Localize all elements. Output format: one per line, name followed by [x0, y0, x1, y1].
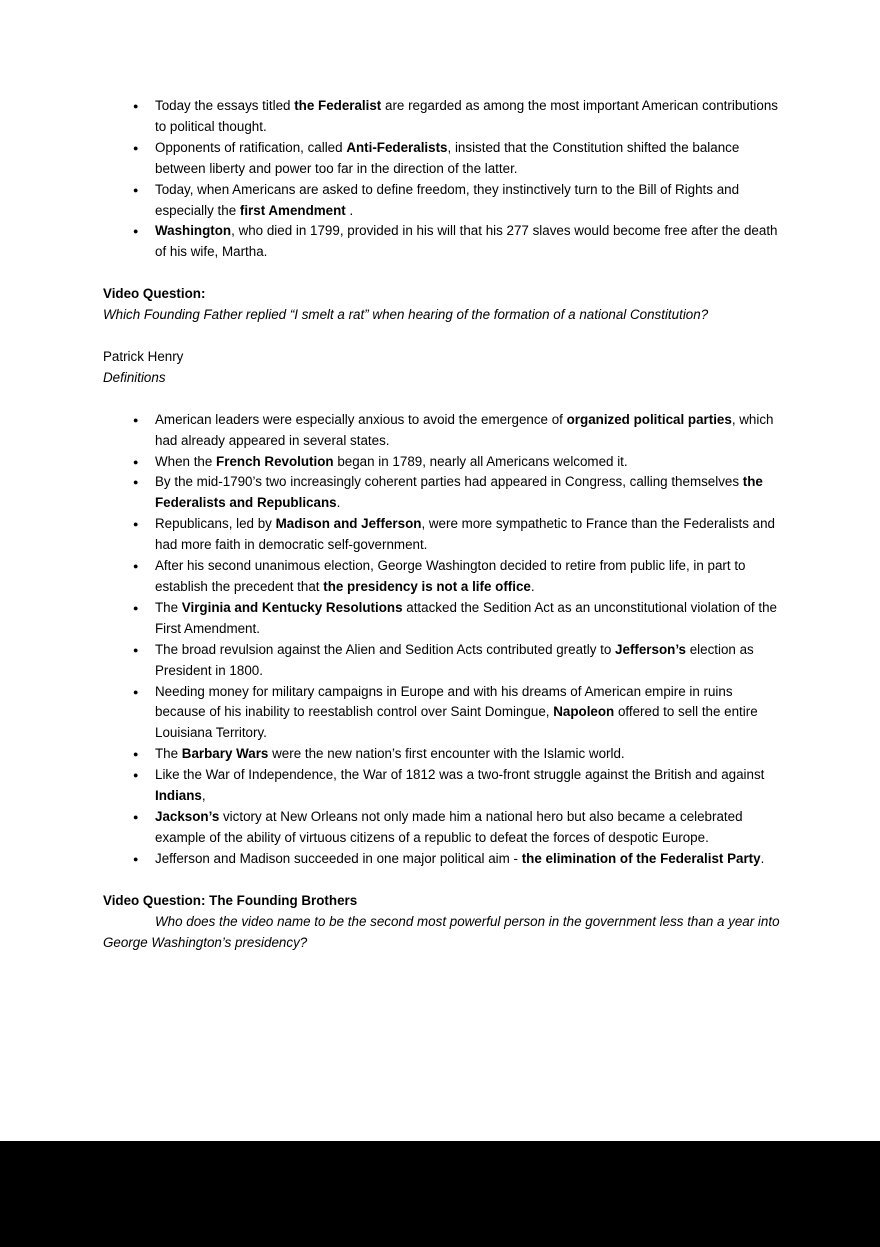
video-question-one-answer: Patrick Henry — [103, 348, 184, 364]
definitions-spacer — [103, 389, 783, 410]
emphasis-text: first Amendment — [239, 202, 346, 218]
body-text: victory at New Orleans not only made him a national hero but also became a celebrated example of the ability of virtuous citizens of a republic to defeat the forces of despotic Europe. — [155, 808, 743, 845]
body-text: attacked the Sedition Act as an unconstitutional violation of the First Amendment. — [155, 599, 777, 636]
body-text: , who died in 1799, provided in his will that his 277 slaves would become free after the death of his wife, Martha. — [155, 223, 778, 260]
list-item — [103, 96, 783, 138]
body-text: By the mid-1790’s two increasingly coherent parties had appeared in Congress, calling themselves — [155, 474, 743, 490]
question-spacer — [103, 326, 783, 347]
emphasis-text: the Federalist — [294, 98, 382, 113]
section-spacer — [103, 263, 783, 284]
list-item — [103, 221, 783, 263]
definitions-subheading: Definitions — [103, 369, 166, 385]
body-text: . — [760, 850, 765, 866]
list-item — [103, 849, 783, 870]
body-text: Republicans, led by — [155, 516, 276, 532]
emphasis-text: the presidency is not a life office — [323, 579, 531, 595]
emphasis-text: Madison and Jefferson — [275, 516, 422, 532]
body-text: Today, when Americans are asked to define freedom, they instinctively turn to the Bill of Rights and especially the — [155, 181, 740, 218]
body-text: The — [155, 746, 182, 762]
bullet-list-section-one — [103, 96, 783, 263]
emphasis-text: Jefferson’s — [615, 641, 686, 657]
body-text: election as President in 1800. — [155, 641, 754, 678]
emphasis-text: organized political parties — [566, 411, 732, 427]
list-item — [103, 556, 783, 598]
video-question-one-text: Which Founding Father replied “I smelt a rat” when hearing of the formation of a national Constitution? — [103, 307, 709, 323]
body-text: , insisted that the Constitution shifted the balance between liberty and power too far in the direction of the latter. — [155, 139, 740, 176]
list-item — [103, 807, 783, 849]
list-item — [103, 180, 783, 222]
section-two-spacer — [103, 870, 783, 891]
list-item — [103, 410, 783, 452]
body-text: The broad revulsion against the Alien and Sedition Acts contributed greatly to — [155, 641, 616, 657]
body-text: . — [345, 202, 354, 218]
body-text: Opponents of ratification, called — [155, 139, 347, 155]
body-text: Like the War of Independence, the War of 1812 was a two-front struggle against the British and against — [155, 767, 765, 783]
list-item — [103, 138, 783, 180]
video-question-two-text: Who does the video name to be the second most powerful person in the government less than a year into George Washington’s presidency? — [103, 913, 780, 950]
body-text: , — [201, 788, 206, 804]
bullet-list-section-two — [103, 410, 783, 870]
body-text: began in 1789, nearly all Americans welcomed it. — [333, 453, 628, 469]
list-item — [103, 640, 783, 682]
body-text: Today the essays titled — [155, 98, 295, 113]
list-item — [103, 472, 783, 514]
list-item — [103, 744, 783, 765]
body-text: are regarded as among the most important American contributions to political thought. — [155, 98, 778, 134]
document-content — [103, 96, 783, 953]
body-text: . — [530, 579, 535, 595]
body-text: . — [336, 495, 341, 511]
video-question-two-heading: Video Question: The Founding Brothers — [103, 892, 358, 908]
list-item — [103, 452, 783, 473]
body-text: , were more sympathetic to France than the Federalists and had more faith in democratic self-government. — [155, 516, 775, 553]
list-item — [103, 682, 783, 745]
body-text: American leaders were especially anxious to avoid the emergence of — [155, 411, 567, 427]
emphasis-text: French Revolution — [216, 453, 334, 469]
footer-black-band — [0, 1141, 880, 1247]
list-item — [103, 514, 783, 556]
emphasis-text: Virginia and Kentucky Resolutions — [181, 599, 403, 615]
body-text: were the new nation’s first encounter with the Islamic world. — [268, 746, 625, 762]
body-text: The — [155, 599, 182, 615]
emphasis-text: Jackson’s — [155, 808, 220, 824]
emphasis-text: Washington — [155, 223, 232, 239]
emphasis-text: Anti-Federalists — [346, 139, 448, 155]
body-text: , which had already appeared in several states. — [155, 411, 774, 448]
emphasis-text: the elimination of the Federalist Party — [521, 850, 761, 866]
video-question-one-heading: Video Question: — [103, 286, 206, 302]
body-text: Needing money for military campaigns in Europe and with his dreams of American empire in ruins because of his inability to reestablish control over Saint Domingue, — [155, 683, 733, 720]
body-text: offered to sell the entire Louisiana Territory. — [155, 704, 758, 741]
emphasis-text: Napoleon — [553, 704, 615, 720]
emphasis-text: Indians — [155, 788, 202, 804]
emphasis-text: Barbary Wars — [181, 746, 269, 762]
body-text: Jefferson and Madison succeeded in one major political aim - — [155, 850, 522, 866]
body-text: After his second unanimous election, George Washington decided to retire from public life, in part to establish the precedent that — [155, 558, 746, 595]
list-item — [103, 765, 783, 807]
body-text: When the — [155, 453, 217, 469]
emphasis-text: the Federalists and Republicans — [155, 474, 763, 511]
list-item — [103, 598, 783, 640]
